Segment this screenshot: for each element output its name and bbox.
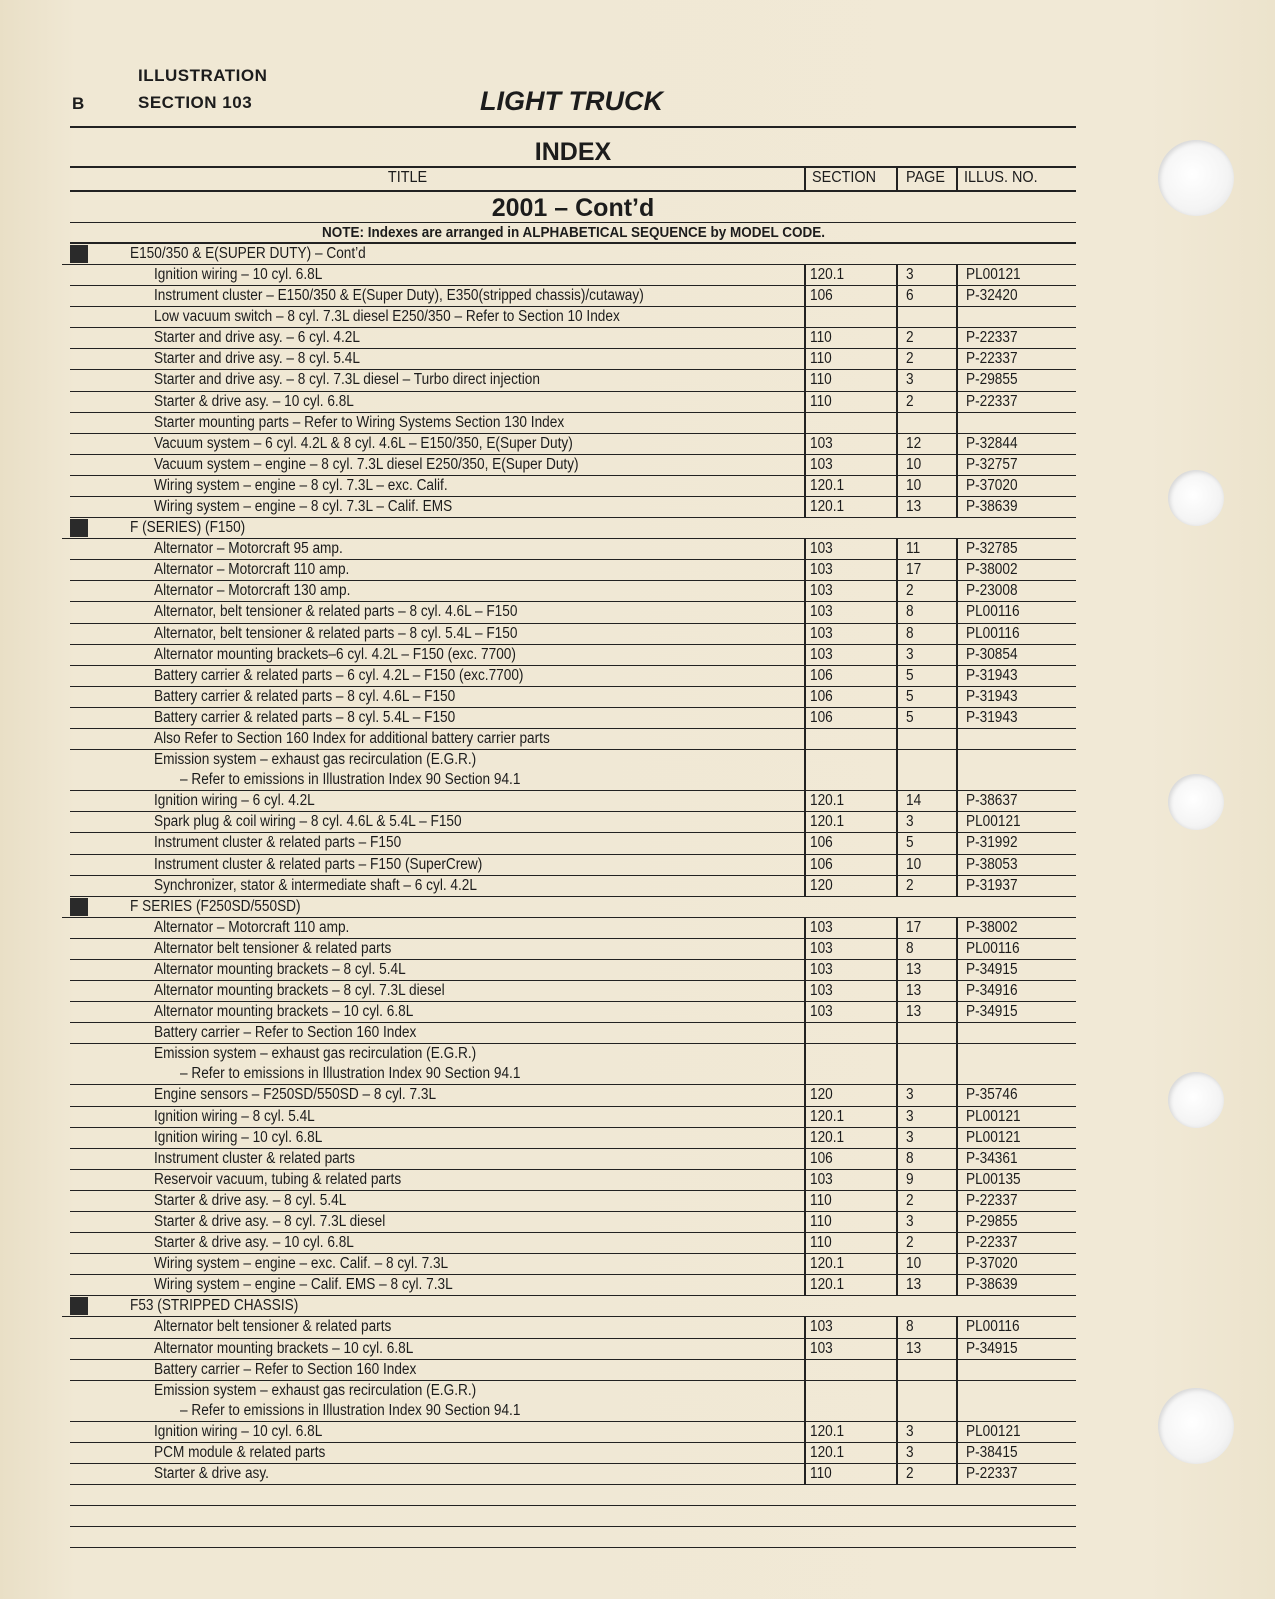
table-row [70,286,1076,307]
row-illus-no: P-34361 [966,1149,1018,1167]
row-section: 103 [810,939,833,957]
row-section: 120.1 [810,1276,845,1294]
row-page: 8 [906,1149,914,1167]
table-row [70,349,1076,370]
row-page: 3 [906,1128,914,1146]
row-title: Wiring system – engine – Calif. EMS – 8 cyl. 7.3L [154,1276,453,1294]
table-row [70,624,1076,645]
row-illus-no: PL00121 [966,1128,1021,1146]
row-page: 5 [906,708,914,726]
row-title: Ignition wiring – 10 cyl. 6.8L [154,1422,323,1440]
row-illus-no: P-31943 [966,708,1018,726]
row-page: 3 [906,645,914,663]
row-section: 120.1 [810,1443,845,1461]
row-section: 110 [810,329,832,347]
row-title: Wiring system – engine – 8 cyl. 7.3L – exc. Calif. [154,476,448,494]
row-title: Ignition wiring – 6 cyl. 4.2L [154,792,315,810]
row-title-continued: – Refer to emissions in Illustration Index 90 Section 94.1 [180,1401,521,1419]
row-title: Instrument cluster & related parts [154,1149,355,1167]
blank-row [70,1506,1076,1527]
row-section: 120.1 [810,813,845,831]
table-row [70,1085,1076,1106]
row-illus-no: P-31943 [966,687,1018,705]
row-title: Reservoir vacuum, tubing & related parts [154,1170,402,1188]
row-title: Alternator belt tensioner & related parts [154,939,392,957]
table-row [70,1212,1076,1233]
row-title: Starter & drive asy. – 10 cyl. 6.8L [154,1234,354,1252]
row-title: Alternator – Motorcraft 130 amp. [154,582,351,600]
row-illus-no: P-32420 [966,287,1018,305]
table-row [70,1128,1076,1149]
table-row [70,413,1076,434]
row-section: 103 [810,434,833,452]
header-rule [70,126,1076,128]
row-title: Starter & drive asy. – 10 cyl. 6.8L [154,392,354,410]
row-section: 103 [810,1318,833,1336]
row-page: 17 [906,561,922,579]
binder-hole [1168,1072,1224,1128]
row-illus-no: P-22337 [966,350,1018,368]
table-row [70,833,1076,854]
row-page: 2 [906,1234,914,1252]
row-section: 103 [810,1170,833,1188]
row-title: Vacuum system – 6 cyl. 4.2L & 8 cyl. 4.6L – E150/350, E(Super Duty) [154,434,573,452]
table-row [70,1233,1076,1254]
row-title: Starter and drive asy. – 8 cyl. 7.3L diesel – Turbo direct injection [154,371,540,389]
table-row [70,476,1076,497]
row-page: 13 [906,1339,922,1357]
row-page: 5 [906,666,914,684]
row-title: Battery carrier & related parts – 8 cyl. 5.4L – F150 [154,708,456,726]
row-section: 103 [810,561,833,579]
row-illus-no: P-31937 [966,876,1018,894]
row-section: 103 [810,1339,833,1357]
row-illus-no: P-29855 [966,371,1018,389]
row-illus-no: P-35746 [966,1086,1018,1104]
row-title: Alternator belt tensioner & related parts [154,1318,392,1336]
index-note: NOTE: Indexes are arranged in ALPHABETICAL SEQUENCE by MODEL CODE. [70,223,1076,244]
row-title: Alternator, belt tensioner & related parts – 8 cyl. 5.4L – F150 [154,624,518,642]
table-row [70,791,1076,812]
row-title: Alternator mounting brackets – 10 cyl. 6.8L [154,1003,414,1021]
row-page: 8 [906,624,914,642]
row-title: Alternator mounting brackets – 8 cyl. 7.3L diesel [154,982,445,999]
row-section: 103 [810,1003,833,1021]
row-title: Starter mounting parts – Refer to Wiring Systems Section 130 Index [154,413,565,431]
group-label: F (SERIES) (F150) [130,519,246,537]
table-row [70,1360,1076,1381]
row-section: 120.1 [810,476,845,494]
row-section: 106 [810,666,833,684]
index-title: INDEX [534,138,612,166]
row-section: 103 [810,582,833,600]
table-row [70,708,1076,729]
row-illus-no: PL00116 [966,939,1020,957]
group-heading [62,244,1076,265]
row-title: Battery carrier – Refer to Section 160 Index [154,1360,417,1378]
row-page: 10 [906,855,922,873]
row-title: Alternator – Motorcraft 110 amp. [154,918,350,936]
row-page: 10 [906,455,922,473]
col-illus: ILLUS. NO. [964,169,1038,186]
row-section: 110 [810,1465,832,1483]
group-heading [62,518,1076,539]
row-title: Starter & drive asy. – 8 cyl. 5.4L [154,1191,347,1209]
row-title: Starter and drive asy. – 8 cyl. 5.4L [154,350,360,368]
row-illus-no: PL00116 [966,603,1020,621]
row-page: 9 [906,1170,914,1188]
row-page: 3 [906,371,914,389]
row-page: 5 [906,687,914,705]
row-page: 3 [906,813,914,831]
table-row [70,392,1076,413]
header-illustration: ILLUSTRATION [138,66,268,85]
row-illus-no: P-37020 [966,476,1018,494]
row-illus-no: P-32785 [966,540,1018,558]
table-row [70,602,1076,623]
row-title: Spark plug & coil wiring – 8 cyl. 4.6L & 5.4L – F150 [154,813,462,831]
table-row [70,645,1076,666]
header-letter: B [72,94,85,113]
row-illus-no: P-22337 [966,1191,1018,1209]
table-row [70,1443,1076,1464]
row-title-continued: – Refer to emissions in Illustration Index 90 Section 94.1 [180,1065,521,1083]
row-title: Wiring system – engine – 8 cyl. 7.3L – Calif. EMS [154,498,453,516]
row-title: Starter and drive asy. – 6 cyl. 4.2L [154,329,360,347]
row-illus-no: P-32757 [966,455,1018,473]
row-section: 103 [810,960,833,978]
group-heading [62,897,1076,918]
row-illus-no: P-22337 [966,329,1018,347]
index-table [62,166,1076,1548]
row-page: 2 [906,582,914,600]
row-section: 110 [810,1191,832,1209]
row-title: Emission system – exhaust gas recirculation (E.G.R.) [154,751,477,769]
row-illus-no: P-34915 [966,1339,1018,1357]
row-page: 2 [906,876,914,894]
row-title: Engine sensors – F250SD/550SD – 8 cyl. 7.3L [154,1086,437,1104]
row-page: 13 [906,960,922,978]
row-section: 110 [810,1234,832,1252]
row-page: 3 [906,1422,914,1440]
row-illus-no: P-34915 [966,960,1018,978]
row-title: Vacuum system – engine – 8 cyl. 7.3L diesel E250/350, E(Super Duty) [154,455,579,473]
row-illus-no: P-30854 [966,645,1018,663]
row-page: 13 [906,1003,922,1021]
row-page: 14 [906,792,922,810]
row-illus-no: PL00116 [966,624,1020,642]
table-row [70,918,1076,939]
row-title: Alternator mounting brackets – 10 cyl. 6.8L [154,1339,414,1357]
row-section: 120.1 [810,792,845,810]
row-illus-no: P-38415 [966,1443,1018,1461]
row-section: 120.1 [810,498,845,516]
table-row [70,1170,1076,1191]
row-illus-no: PL00121 [966,266,1021,283]
blank-row [70,1485,1076,1506]
row-title: Instrument cluster – E150/350 & E(Super Duty), E350(stripped chassis)/cutaway) [154,287,644,305]
row-page: 3 [906,266,914,283]
row-page: 10 [906,476,922,494]
row-page: 2 [906,329,914,347]
col-page: PAGE [906,169,945,186]
col-title: TITLE [387,169,428,186]
table-row [70,1422,1076,1443]
row-section: 110 [810,392,832,410]
row-illus-no: P-38002 [966,561,1018,579]
row-section: 120.1 [810,266,845,283]
table-row [70,855,1076,876]
book-title: LIGHT TRUCK [480,86,663,116]
row-title: Wiring system – engine – exc. Calif. – 8 cyl. 7.3L [154,1255,449,1273]
table-row [70,729,1076,750]
row-page: 2 [906,1191,914,1209]
row-page: 6 [906,287,914,305]
row-title: Alternator – Motorcraft 95 amp. [154,540,343,558]
row-section: 103 [810,455,833,473]
row-illus-no: P-34915 [966,1003,1018,1021]
index-groups [62,244,1076,1485]
row-section: 106 [810,687,833,705]
row-illus-no: P-22337 [966,392,1018,410]
table-row [70,1254,1076,1275]
binder-hole [1158,140,1234,216]
row-illus-no: P-22337 [966,1465,1018,1483]
row-title: Alternator, belt tensioner & related parts – 8 cyl. 4.6L – F150 [154,603,518,621]
row-title: Alternator mounting brackets – 8 cyl. 5.4L [154,960,406,978]
row-section: 106 [810,855,833,873]
row-title: Battery carrier & related parts – 8 cyl. 4.6L – F150 [154,687,456,705]
row-section: 103 [810,645,833,663]
binder-hole [1168,470,1224,526]
row-illus-no: P-31992 [966,834,1018,852]
table-row [70,960,1076,981]
row-section: 120.1 [810,1107,845,1125]
row-section: 106 [810,287,833,305]
row-page: 12 [906,434,922,452]
row-title: Ignition wiring – 8 cyl. 5.4L [154,1107,315,1125]
row-illus-no: P-38639 [966,1276,1018,1294]
table-row [70,876,1076,897]
table-row [70,1381,1076,1422]
row-title: Ignition wiring – 10 cyl. 6.8L [154,266,323,283]
group-heading [62,1296,1076,1317]
row-section: 120.1 [810,1128,845,1146]
row-section: 110 [810,350,832,368]
table-row [70,539,1076,560]
binder-hole [1168,774,1224,830]
table-row [70,265,1076,286]
row-title: Alternator mounting brackets–6 cyl. 4.2L – F150 (exc. 7700) [154,645,516,663]
row-title: Emission system – exhaust gas recirculation (E.G.R.) [154,1381,477,1399]
group-label: F53 (STRIPPED CHASSIS) [130,1297,299,1315]
row-illus-no: P-37020 [966,1255,1018,1273]
row-section: 120 [810,1086,833,1104]
row-title: Low vacuum switch – 8 cyl. 7.3L diesel E250/350 – Refer to Section 10 Index [154,308,620,326]
group-marker [70,245,88,263]
row-illus-no: P-29855 [966,1213,1018,1231]
row-page: 2 [906,1465,914,1483]
row-section: 120.1 [810,1422,845,1440]
row-title: Also Refer to Section 160 Index for additional battery carrier parts [154,729,550,747]
table-row [70,1275,1076,1296]
row-illus-no: P-34916 [966,982,1018,999]
table-row [70,581,1076,602]
table-row [70,1002,1076,1023]
table-row [70,1464,1076,1485]
row-page: 2 [906,350,914,368]
table-row [70,1317,1076,1338]
row-page: 3 [906,1213,914,1231]
row-illus-no: P-38637 [966,792,1018,810]
row-section: 120.1 [810,1255,845,1273]
row-title: Alternator – Motorcraft 110 amp. [154,561,350,579]
row-page: 3 [906,1443,914,1461]
table-row [70,307,1076,328]
table-row [70,666,1076,687]
row-page: 13 [906,982,922,999]
table-row [70,560,1076,581]
table-row [70,1107,1076,1128]
row-title: Instrument cluster & related parts – F150 (SuperCrew) [154,855,483,873]
table-row [70,328,1076,349]
year-heading: 2001 – Cont’d [70,192,1076,223]
row-illus-no: P-31943 [966,666,1018,684]
table-row [70,750,1076,791]
row-section: 106 [810,834,833,852]
table-row [70,1023,1076,1044]
row-section: 106 [810,708,833,726]
row-title: PCM module & related parts [154,1443,326,1461]
row-section: 106 [810,1149,833,1167]
row-illus-no: P-32844 [966,434,1018,452]
table-row [70,497,1076,518]
blank-row [70,1527,1076,1548]
row-section: 103 [810,982,833,999]
row-page: 8 [906,1318,914,1336]
group-marker [70,1297,88,1315]
row-title: Starter & drive asy. – 8 cyl. 7.3L diesel [154,1213,386,1231]
row-illus-no: PL00116 [966,1318,1020,1336]
row-title-continued: – Refer to emissions in Illustration Index 90 Section 94.1 [180,771,521,789]
row-title: Battery carrier & related parts – 6 cyl. 4.2L – F150 (exc.7700) [154,666,524,684]
row-page: 5 [906,834,914,852]
table-row [70,1339,1076,1360]
row-title: Emission system – exhaust gas recirculation (E.G.R.) [154,1045,477,1063]
row-section: 103 [810,540,833,558]
row-section: 120 [810,876,833,894]
row-page: 8 [906,939,914,957]
row-section: 103 [810,918,833,936]
row-section: 110 [810,371,832,389]
row-section: 103 [810,603,833,621]
group-label: F SERIES (F250SD/550SD) [130,897,301,915]
col-section: SECTION [812,169,877,186]
row-page: 11 [906,540,921,558]
table-row [70,812,1076,833]
table-row [70,981,1076,1002]
row-page: 13 [906,498,922,516]
table-row [70,939,1076,960]
table-row [70,455,1076,476]
row-illus-no: PL00121 [966,1107,1021,1125]
table-header [70,166,1076,192]
group-label: E150/350 & E(SUPER DUTY) – Cont’d [130,245,366,262]
row-illus-no: PL00121 [966,1422,1021,1440]
row-illus-no: P-22337 [966,1234,1018,1252]
row-title: Battery carrier – Refer to Section 160 Index [154,1024,417,1042]
row-illus-no: P-23008 [966,582,1018,600]
row-section: 103 [810,624,833,642]
row-illus-no: PL00121 [966,813,1021,831]
row-title: Ignition wiring – 10 cyl. 6.8L [154,1128,323,1146]
group-marker [70,519,88,537]
table-row [70,1044,1076,1085]
table-row [70,434,1076,455]
row-illus-no: P-38002 [966,918,1018,936]
table-row [70,370,1076,391]
row-page: 8 [906,603,914,621]
row-title: Instrument cluster & related parts – F150 [154,834,402,852]
row-title: Starter & drive asy. [154,1465,269,1483]
row-page: 13 [906,1276,922,1294]
row-section: 110 [810,1213,832,1231]
row-title: Synchronizer, stator & intermediate shaft – 6 cyl. 4.2L [154,876,477,894]
row-page: 3 [906,1086,914,1104]
row-page: 17 [906,918,922,936]
row-page: 2 [906,392,914,410]
group-marker [70,898,88,916]
table-row [70,1149,1076,1170]
row-page: 10 [906,1255,922,1273]
binder-hole [1158,1388,1234,1464]
row-illus-no: P-38053 [966,855,1018,873]
table-row [70,687,1076,708]
row-illus-no: PL00135 [966,1170,1021,1188]
row-page: 3 [906,1107,914,1125]
table-row [70,1191,1076,1212]
header-section: SECTION 103 [138,93,253,112]
row-illus-no: P-38639 [966,498,1018,516]
